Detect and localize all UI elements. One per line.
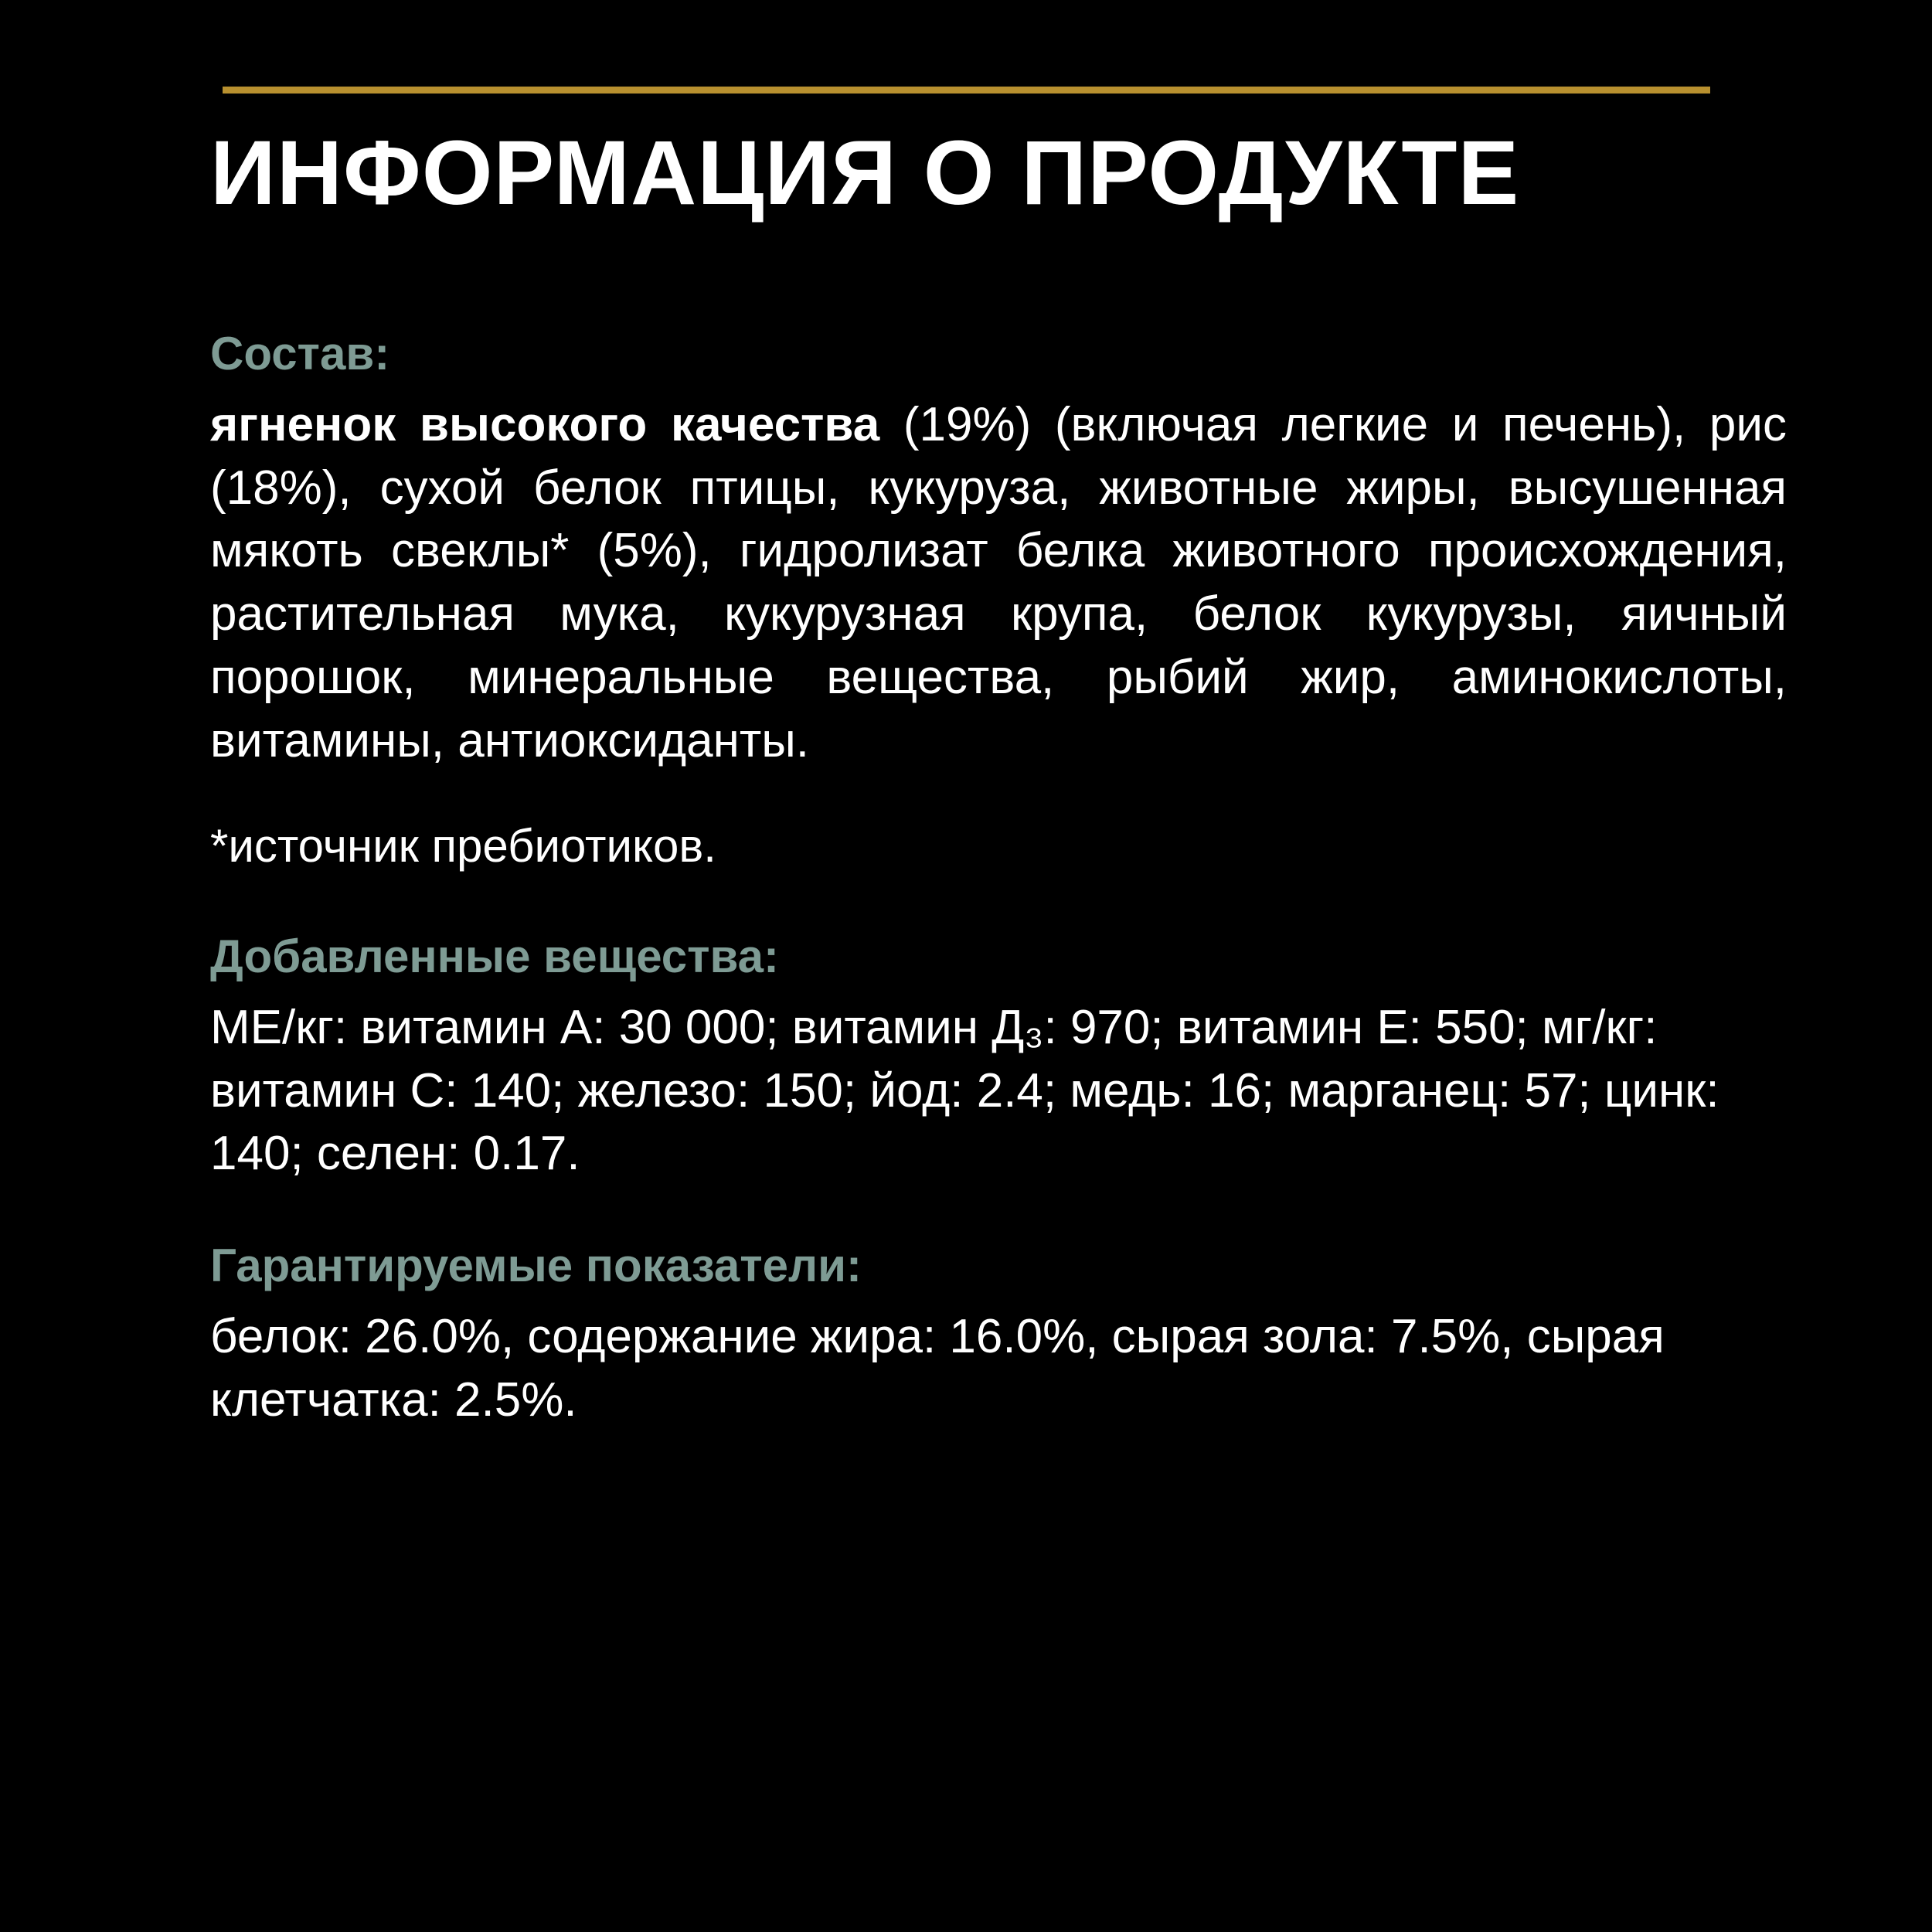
gold-divider-rule xyxy=(223,87,1710,94)
section-analysis xyxy=(193,1236,1739,1432)
page-title: ИНФОРМАЦИЯ О ПРОДУКТЕ xyxy=(210,122,1520,224)
ingredients-rest: (19%) (включая легкие и печень), рис (18%), сухой белок птицы, кукуруза, животные жиры, высушенная мякоть свеклы* (5%), гидролизат белка животного происхождения, растительная мука, кукурузная крупа, белок кукурузы, яичный порошок, минеральные вещества, рыбий жир, аминокислоты, витамины, антиоксиданты. xyxy=(210,397,1787,767)
page-content xyxy=(193,122,1787,1432)
analysis-text: белок: 26.0%, содержание жира: 16.0%, сырая зола: 7.5%, сырая клетчатка: 2.5%. xyxy=(210,1310,1665,1427)
footnote-text: *источник пребиотиков. xyxy=(210,819,716,872)
analysis-heading: Гарантируемые показатели: xyxy=(210,1240,862,1292)
ingredients-bold-lead: ягненок высокого качества xyxy=(210,397,880,451)
section-additives xyxy=(193,927,1739,1185)
additives-heading: Добавленные вещества: xyxy=(210,930,779,982)
section-ingredients xyxy=(193,325,1787,773)
section-footnote xyxy=(193,816,1739,876)
ingredients-text xyxy=(210,393,1787,773)
ingredients-heading: Состав: xyxy=(210,327,390,379)
additives-text: МЕ/кг: витамин А: 30 000; витамин Д₃: 970; витамин Е: 550; мг/кг: витамин С: 140; железо: 150; йод: 2.4; медь: 16; марганец: 57; цинк: 140; селен: 0.17. xyxy=(210,1000,1719,1181)
